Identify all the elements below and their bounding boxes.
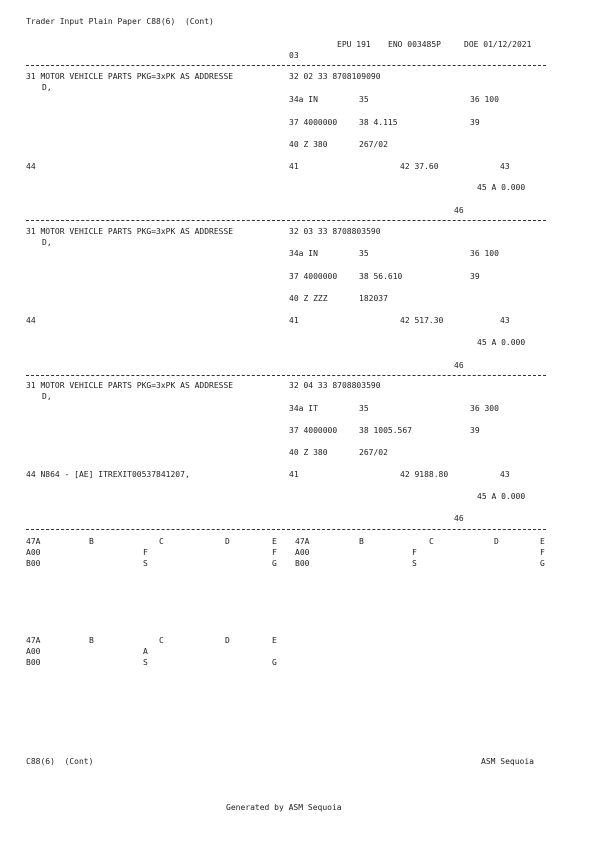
box31-description: 31 MOTOR VEHICLE PARTS PKG=3xPK AS ADDRESSE <box>26 227 234 236</box>
box47-header-a: 47A <box>295 537 310 546</box>
box36: 36 100 <box>470 95 499 104</box>
box40: 40 Z ZZZ <box>289 294 328 303</box>
box41: 41 <box>289 316 299 325</box>
box47-header-e: E <box>540 537 545 546</box>
doe-continuation: 03 <box>289 51 299 60</box>
box47-cell: A <box>143 647 148 656</box>
box46: 46 <box>454 206 464 215</box>
box39: 39 <box>470 118 480 127</box>
box47-cell: F <box>412 548 417 557</box>
box38: 38 56.610 <box>359 272 403 281</box>
eno-value: ENO 003485P <box>388 40 441 49</box>
box37: 37 4000000 <box>289 426 338 435</box>
box47-header-d: D <box>494 537 499 546</box>
box47-cell: S <box>143 559 148 568</box>
box43: 43 <box>500 470 510 479</box>
box32-33-commodity: 32 04 33 8708803590 <box>289 381 381 390</box>
box47-row-label: A00 <box>26 548 41 557</box>
box41: 41 <box>289 162 299 171</box>
box47-cell: G <box>272 559 277 568</box>
box47-header-e: E <box>272 636 277 645</box>
box47-header-b: B <box>89 537 94 546</box>
box44: 44 <box>26 316 36 325</box>
box35: 35 <box>359 404 369 413</box>
page-title: Trader Input Plain Paper C88(6) (Cont) <box>26 17 214 26</box>
box43: 43 <box>500 316 510 325</box>
box41: 41 <box>289 470 299 479</box>
box47-cell: F <box>540 548 545 557</box>
box47-row-label: B00 <box>26 658 41 667</box>
box46: 46 <box>454 514 464 523</box>
box47-header-c: C <box>159 636 164 645</box>
box45: 45 A 0.000 <box>477 492 526 501</box>
box31-description: 31 MOTOR VEHICLE PARTS PKG=3xPK AS ADDRESSE <box>26 381 234 390</box>
box37: 37 4000000 <box>289 118 338 127</box>
box44: 44 <box>26 162 36 171</box>
box47-header-a: 47A <box>26 537 41 546</box>
box47-row-label: A00 <box>26 647 41 656</box>
box45: 45 A 0.000 <box>477 338 526 347</box>
box42: 42 37.60 <box>400 162 439 171</box>
box40-reference: 267/02 <box>359 448 388 457</box>
box47-header-d: D <box>225 537 230 546</box>
doe-value: DOE 01/12/2021 <box>464 40 532 49</box>
box47-header-d: D <box>225 636 230 645</box>
box31-continuation: D, <box>42 238 52 247</box>
box39: 39 <box>470 272 480 281</box>
box31-continuation: D, <box>42 83 52 92</box>
box36: 36 100 <box>470 249 499 258</box>
box45: 45 A 0.000 <box>477 183 526 192</box>
box31-description: 31 MOTOR VEHICLE PARTS PKG=3xPK AS ADDRESSE <box>26 72 234 81</box>
box40: 40 Z 380 <box>289 140 328 149</box>
box35: 35 <box>359 249 369 258</box>
generated-by: Generated by ASM Sequoia <box>226 803 342 812</box>
divider <box>26 529 546 530</box>
box42: 42 517.30 <box>400 316 444 325</box>
divider <box>26 220 546 221</box>
footer-form-name: C88(6) (Cont) <box>26 757 94 766</box>
box32-33-commodity: 32 02 33 8708109090 <box>289 72 381 81</box>
box47-cell: F <box>272 548 277 557</box>
box40: 40 Z 380 <box>289 448 328 457</box>
box34a: 34a IT <box>289 404 318 413</box>
box37: 37 4000000 <box>289 272 338 281</box>
box35: 35 <box>359 95 369 104</box>
box44: 44 N864 - [AE] ITREXIT00537841207, <box>26 470 190 479</box>
box34a: 34a IN <box>289 249 318 258</box>
box47-cell: F <box>143 548 148 557</box>
box34a: 34a IN <box>289 95 318 104</box>
divider <box>26 65 546 66</box>
box47-row-label: B00 <box>26 559 41 568</box>
box47-header-b: B <box>89 636 94 645</box>
box47-header-e: E <box>272 537 277 546</box>
divider <box>26 375 546 376</box>
footer-vendor: ASM Sequoia <box>481 757 534 766</box>
box47-row-label: A00 <box>295 548 310 557</box>
box47-header-a: 47A <box>26 636 41 645</box>
box47-row-label: B00 <box>295 559 310 568</box>
box38: 38 1005.567 <box>359 426 412 435</box>
box40-reference: 182037 <box>359 294 388 303</box>
box47-cell: G <box>272 658 277 667</box>
epu-value: EPU 191 <box>337 40 371 49</box>
box47-cell: S <box>143 658 148 667</box>
box46: 46 <box>454 361 464 370</box>
box31-continuation: D, <box>42 392 52 401</box>
box47-header-b: B <box>359 537 364 546</box>
box32-33-commodity: 32 03 33 8708803590 <box>289 227 381 236</box>
box42: 42 9188.80 <box>400 470 449 479</box>
box47-cell: G <box>540 559 545 568</box>
box38: 38 4.115 <box>359 118 398 127</box>
box47-header-c: C <box>429 537 434 546</box>
box40-reference: 267/02 <box>359 140 388 149</box>
box36: 36 300 <box>470 404 499 413</box>
box43: 43 <box>500 162 510 171</box>
box47-cell: S <box>412 559 417 568</box>
box47-header-c: C <box>159 537 164 546</box>
box39: 39 <box>470 426 480 435</box>
